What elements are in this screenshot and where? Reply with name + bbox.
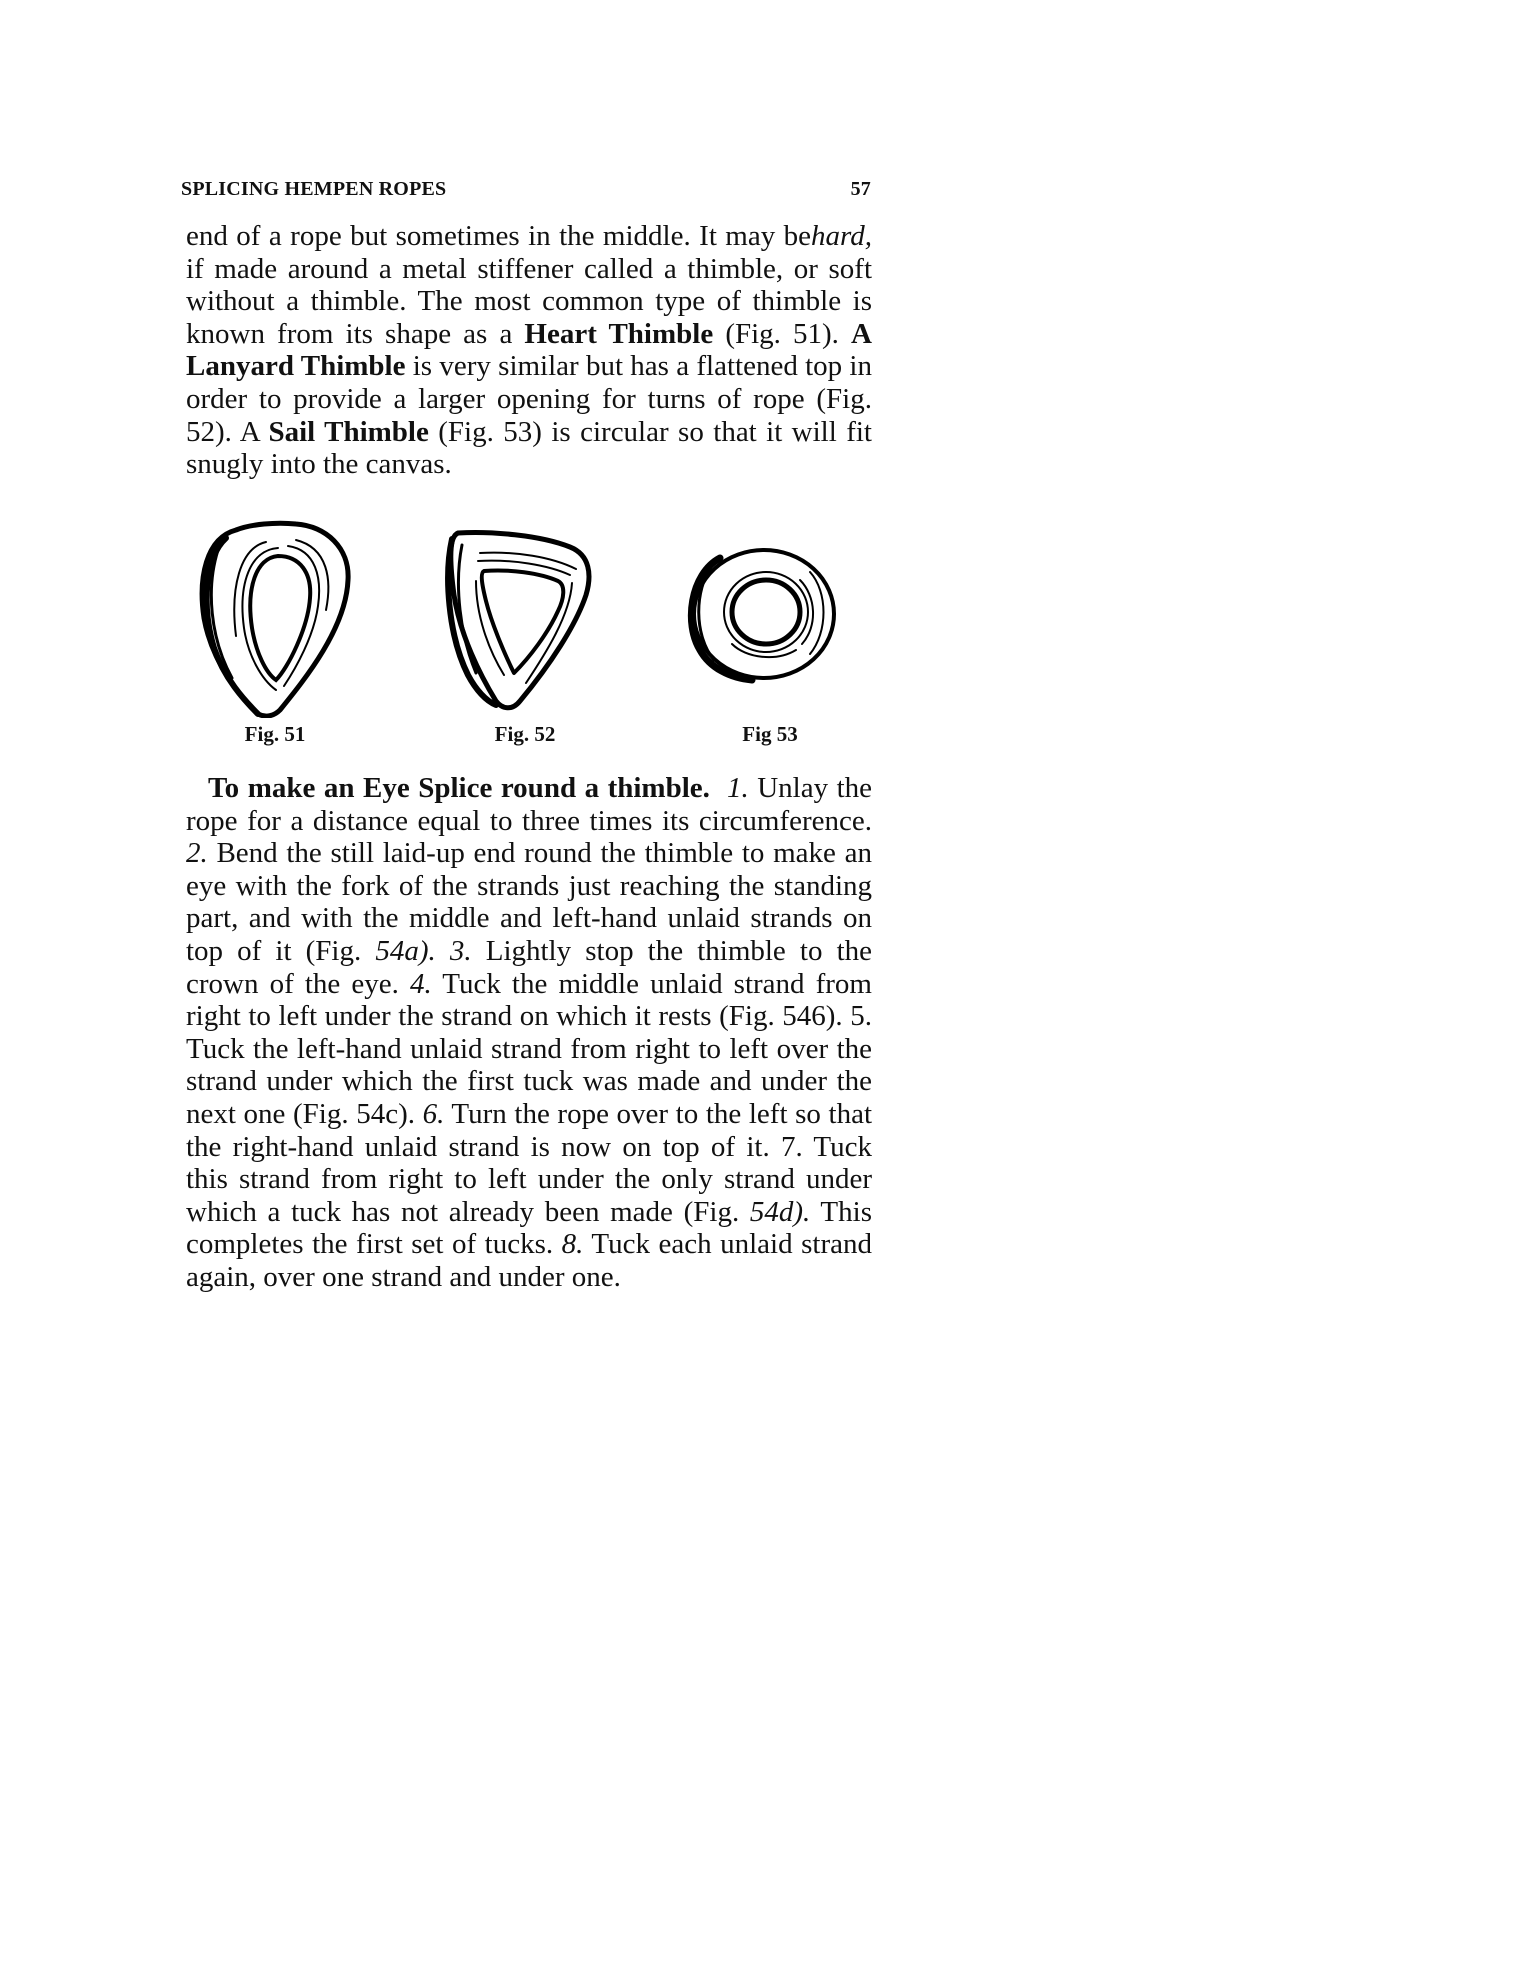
page-number: 57: [850, 178, 871, 200]
figure-51-caption: Fig. 51: [244, 722, 306, 746]
text-run: Tuck each unlaid strand again, over one strand and under one.: [186, 1228, 872, 1293]
figure-reference: 54a).: [375, 934, 436, 967]
step-number: 6.: [422, 1097, 445, 1130]
figure-reference: 54d).: [749, 1195, 811, 1228]
step-number: 4.: [409, 967, 432, 1000]
section-heading: To make an Eye Splice round a thimble.: [208, 772, 710, 804]
text-run: (Fig. 53) is circular so that it will fit snugly into the canvas.: [186, 415, 872, 481]
step-number: 8.: [561, 1228, 584, 1261]
text-run: if made around a metal stiffener called a thimble, or soft without a thimble. The most common type of thimble is known from its shape as a: [186, 252, 872, 350]
paragraph-thimble-types: [186, 220, 872, 481]
text-run: Turn the rope over to the left so that the right-hand unlaid strand is now on top of it. 7. Tuck this strand from right to left under the only strand under which a tuck has not already been made (Fig.: [186, 1097, 872, 1228]
text-run: [436, 935, 450, 967]
figure-53-caption: Fig 53: [742, 722, 798, 746]
step-number: 3.: [449, 934, 472, 967]
text-run: Bend the still laid-up end round the thimble to make an eye with the fork of the strands just reaching the standing part, and with the middle and left-hand unlaid strands on top of it (Fig.: [186, 837, 872, 967]
paragraph-eye-splice-instructions: [186, 772, 872, 1294]
term-sail-thimble: Sail Thimble: [268, 415, 429, 448]
text-run: Unlay the rope for a distance equal to three times its circumference.: [186, 772, 873, 837]
text-run: This completes the first set of tucks.: [186, 1195, 872, 1261]
figure-52-caption: Fig. 52: [494, 722, 556, 746]
lanyard-thimble-icon: [440, 525, 600, 715]
text-run: Lightly stop the thimble to the crown of the eye.: [186, 934, 872, 1000]
text-run: (Fig. 51).: [713, 317, 852, 350]
term-heart-thimble: Heart Thimble: [524, 317, 714, 350]
text-run: end of a rope but sometimes in the middle. It may be: [186, 220, 812, 252]
term-lanyard-thimble: A Lanyard Thimble: [186, 317, 872, 383]
step-number: 2.: [186, 837, 208, 870]
figure-53: [680, 540, 840, 690]
figure-51: [196, 518, 356, 718]
step-number: 1.: [726, 772, 749, 804]
heart-thimble-icon: [196, 518, 356, 718]
figure-52: [440, 525, 600, 715]
text-run: Tuck the middle unlaid strand from right to left under the strand on which it rests (Fig. 546). 5. Tuck the left-hand unlaid strand from right to left over the strand under which the first tuck was made and under the next one (Fig. 54c).: [186, 967, 872, 1130]
sail-thimble-icon: [680, 540, 840, 690]
text-run: is very similar but has a flattened top in order to provide a larger opening for turns of rope (Fig. 52). A: [186, 350, 872, 448]
running-title: SPLICING HEMPEN ROPES: [181, 178, 447, 200]
italic-term-hard: hard,: [811, 220, 872, 252]
